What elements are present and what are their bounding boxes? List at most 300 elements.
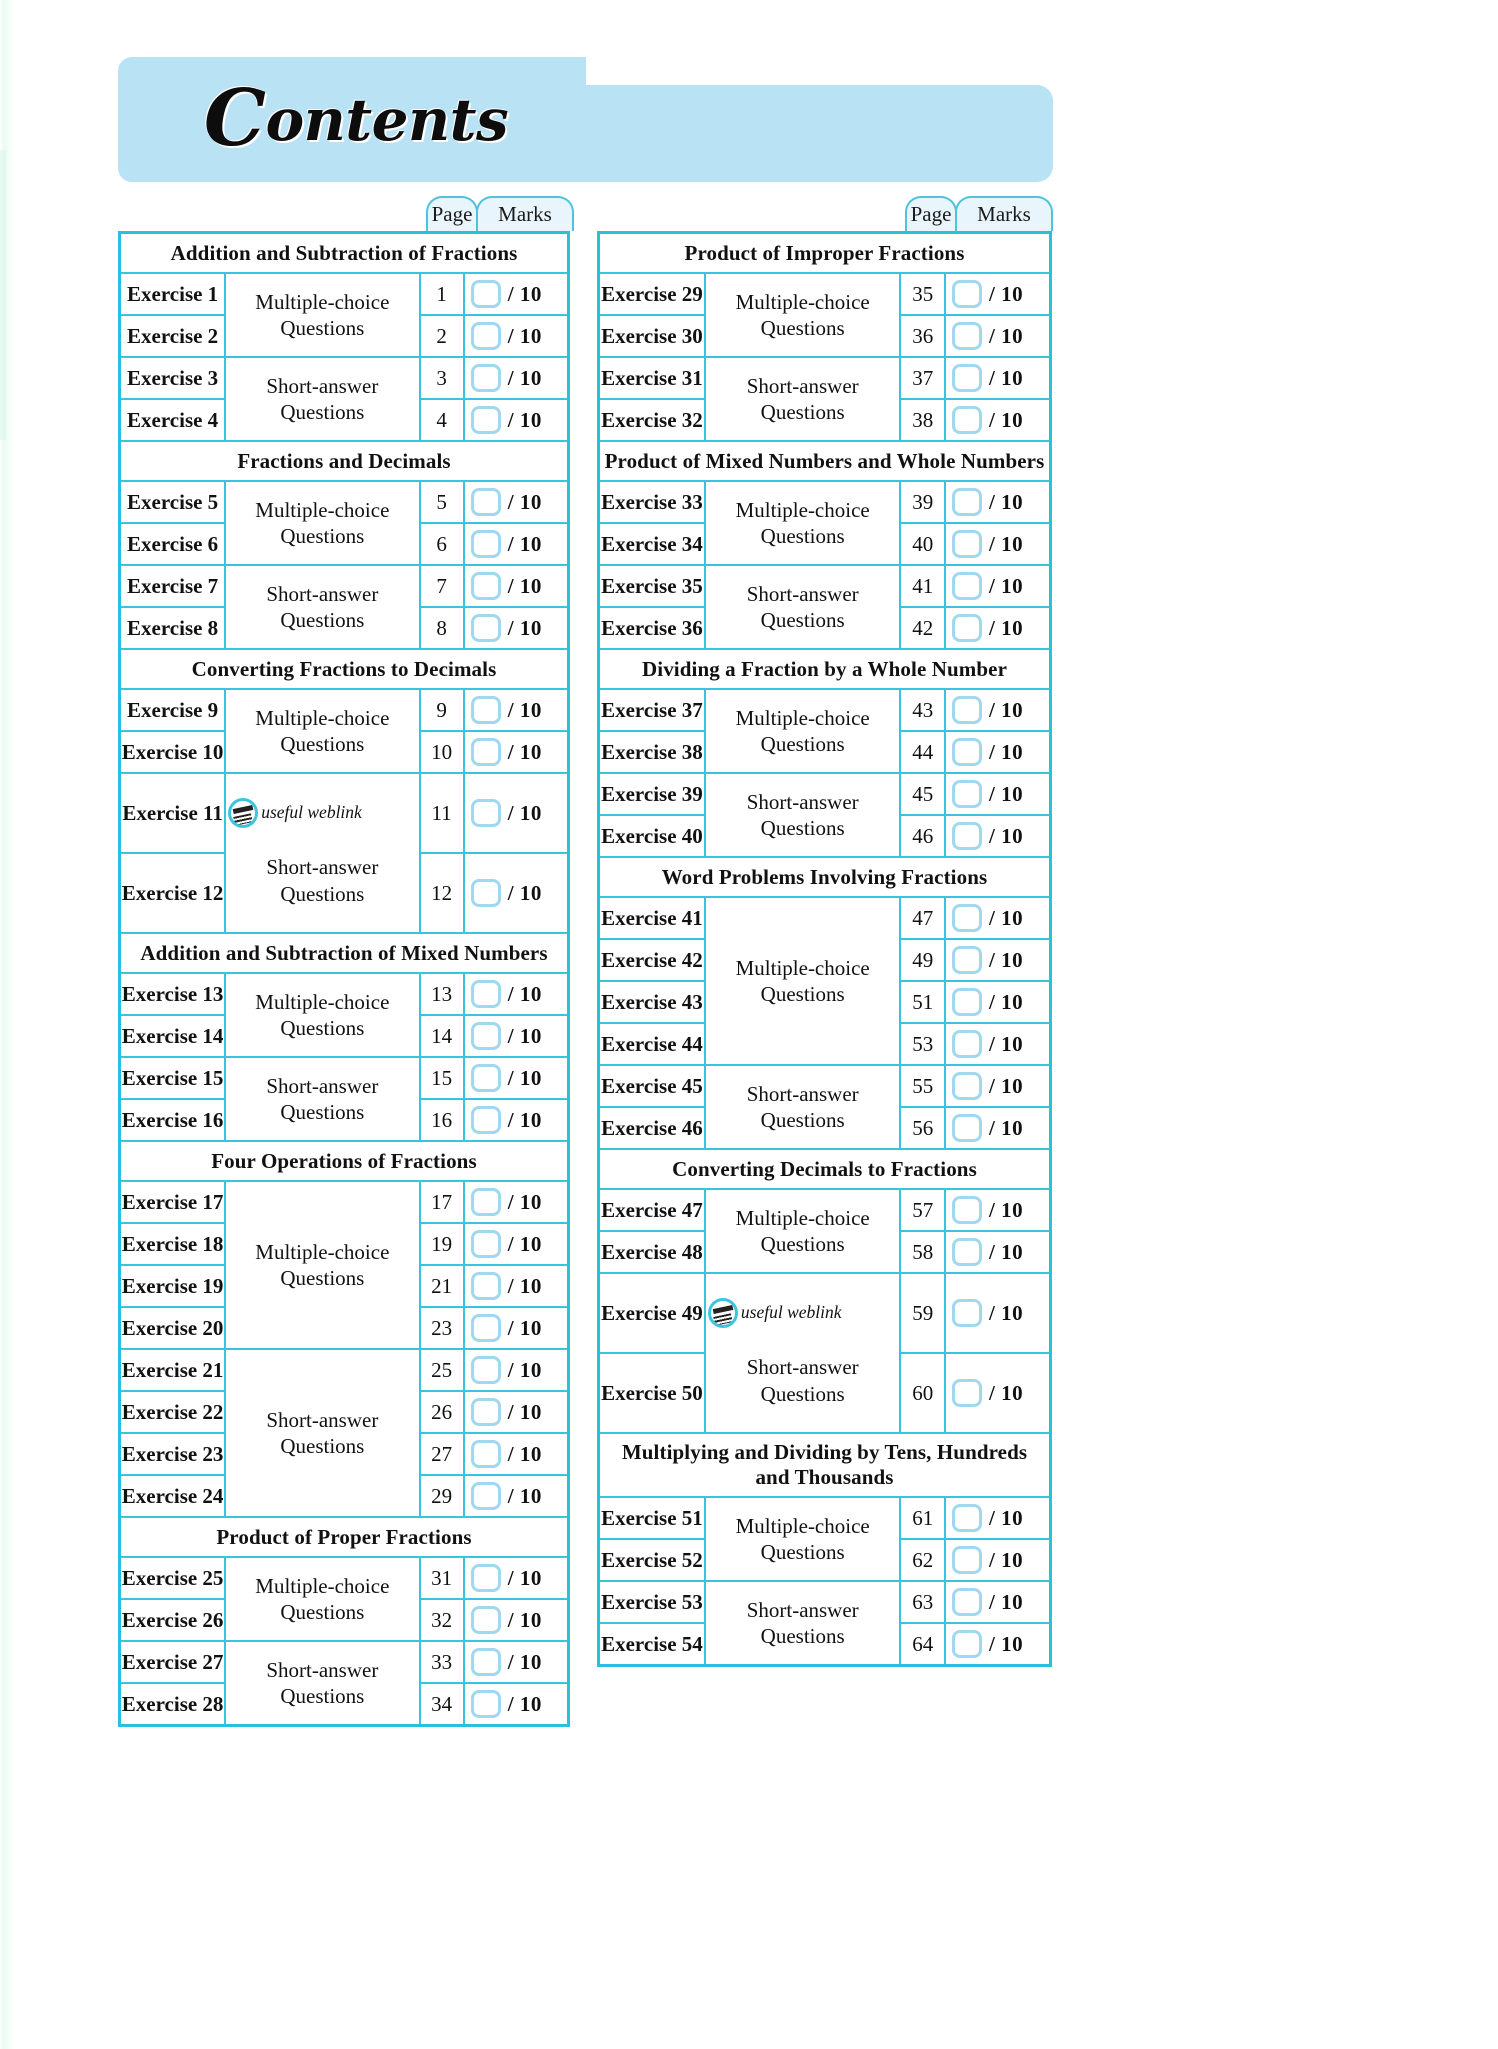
- marks-cell[interactable]: [464, 1015, 569, 1057]
- exercise-label[interactable]: Exercise 47: [599, 1189, 705, 1231]
- marks-cell[interactable]: [464, 689, 569, 731]
- marks-checkbox[interactable]: [471, 572, 501, 600]
- question-type: Multiple-choice Questions: [705, 689, 901, 773]
- marks-total: / 10: [989, 365, 1024, 390]
- marks-total: / 10: [507, 1649, 542, 1674]
- table-row: [120, 1181, 569, 1223]
- marks-total: / 10: [989, 1239, 1024, 1264]
- marks-cell[interactable]: [945, 357, 1050, 399]
- page-title-capital: C: [203, 73, 266, 165]
- section-title: Fractions and Decimals: [120, 441, 569, 481]
- marks-cell[interactable]: [464, 853, 569, 933]
- question-type: Short-answer Questions: [705, 773, 901, 857]
- page-number: 33: [420, 1641, 464, 1683]
- marks-checkbox[interactable]: [471, 1314, 501, 1342]
- marks-checkbox[interactable]: [952, 1546, 982, 1574]
- marks-cell[interactable]: [464, 1599, 569, 1641]
- marks-checkbox[interactable]: [952, 614, 982, 642]
- marks-cell[interactable]: [464, 1349, 569, 1391]
- exercise-label[interactable]: Exercise 21: [120, 1349, 226, 1391]
- exercise-label[interactable]: Exercise 43: [599, 981, 705, 1023]
- page-header-tab-right: Page: [905, 196, 957, 231]
- marks-cell[interactable]: [464, 399, 569, 441]
- page-title-rest: ontents: [265, 85, 509, 154]
- marks-total: / 10: [507, 1065, 542, 1090]
- exercise-label[interactable]: Exercise 6: [120, 523, 226, 565]
- marks-cell[interactable]: [945, 1539, 1050, 1581]
- section-header-row: [120, 1517, 569, 1557]
- globe-weblink-icon[interactable]: [708, 1298, 738, 1328]
- exercise-label[interactable]: Exercise 8: [120, 607, 226, 649]
- page-number: 39: [900, 481, 945, 523]
- exercise-label[interactable]: Exercise 53: [599, 1581, 705, 1623]
- exercise-label[interactable]: Exercise 49: [599, 1273, 705, 1353]
- page-number: 1: [420, 273, 464, 315]
- exercise-label[interactable]: Exercise 27: [120, 1641, 226, 1683]
- table-row: [120, 1641, 569, 1683]
- exercise-label[interactable]: Exercise 42: [599, 939, 705, 981]
- marks-total: / 10: [507, 697, 542, 722]
- page-number: 19: [420, 1223, 464, 1265]
- marks-cell[interactable]: [464, 1307, 569, 1349]
- table-row: [120, 1557, 569, 1599]
- section-title: Converting Decimals to Fractions: [599, 1149, 1051, 1189]
- marks-checkbox[interactable]: [952, 904, 982, 932]
- marks-cell[interactable]: [945, 1023, 1050, 1065]
- marks-cell[interactable]: [945, 731, 1050, 773]
- marks-total: / 10: [507, 573, 542, 598]
- marks-checkbox[interactable]: [471, 406, 501, 434]
- marks-cell[interactable]: [945, 981, 1050, 1023]
- marks-cell[interactable]: [464, 973, 569, 1015]
- marks-cell[interactable]: [945, 815, 1050, 857]
- table-row: [599, 273, 1051, 315]
- page-number: 62: [900, 1539, 945, 1581]
- marks-cell[interactable]: [945, 315, 1050, 357]
- marks-cell[interactable]: [945, 897, 1050, 939]
- exercise-label[interactable]: Exercise 45: [599, 1065, 705, 1107]
- weblink-row[interactable]: [706, 1298, 900, 1328]
- exercise-label[interactable]: Exercise 30: [599, 315, 705, 357]
- marks-total: / 10: [989, 1073, 1024, 1098]
- marks-cell[interactable]: [464, 1223, 569, 1265]
- exercise-label[interactable]: Exercise 33: [599, 481, 705, 523]
- page-number: 61: [900, 1497, 945, 1539]
- marks-checkbox[interactable]: [952, 322, 982, 350]
- page-number: 17: [420, 1181, 464, 1223]
- exercise-label[interactable]: Exercise 16: [120, 1099, 226, 1141]
- marks-checkbox[interactable]: [952, 1072, 982, 1100]
- marks-cell[interactable]: [464, 1391, 569, 1433]
- page-number: 46: [900, 815, 945, 857]
- marks-checkbox[interactable]: [471, 488, 501, 516]
- marks-cell[interactable]: [945, 481, 1050, 523]
- section-header-row: [120, 233, 569, 274]
- marks-checkbox[interactable]: [471, 1356, 501, 1384]
- page-number: 49: [900, 939, 945, 981]
- page-number: 44: [900, 731, 945, 773]
- exercise-label[interactable]: Exercise 37: [599, 689, 705, 731]
- question-type: Multiple-choice Questions: [225, 481, 419, 565]
- exercise-label[interactable]: Exercise 15: [120, 1057, 226, 1099]
- section-title: Addition and Subtraction of Mixed Numbers: [120, 933, 569, 973]
- table-row: [599, 1189, 1051, 1231]
- weblink-row[interactable]: [226, 798, 418, 828]
- marks-checkbox[interactable]: [471, 799, 501, 827]
- exercise-label[interactable]: Exercise 31: [599, 357, 705, 399]
- marks-total: / 10: [507, 1691, 542, 1716]
- marks-total: / 10: [507, 365, 542, 390]
- table-row: [120, 481, 569, 523]
- marks-cell[interactable]: [464, 1683, 569, 1726]
- marks-checkbox[interactable]: [952, 1299, 982, 1327]
- exercise-label[interactable]: Exercise 35: [599, 565, 705, 607]
- section-header-row: [120, 441, 569, 481]
- marks-total: / 10: [989, 281, 1024, 306]
- marks-checkbox[interactable]: [471, 1106, 501, 1134]
- marks-total: / 10: [989, 989, 1024, 1014]
- marks-total: / 10: [989, 323, 1024, 348]
- page-number: 9: [420, 689, 464, 731]
- marks-checkbox[interactable]: [471, 280, 501, 308]
- question-type: Short-answer Questions: [705, 1581, 901, 1666]
- exercise-label[interactable]: Exercise 10: [120, 731, 226, 773]
- table-row: [599, 357, 1051, 399]
- section-title: Word Problems Involving Fractions: [599, 857, 1051, 897]
- marks-checkbox[interactable]: [952, 530, 982, 558]
- marks-cell[interactable]: [945, 1353, 1050, 1433]
- marks-checkbox[interactable]: [471, 1188, 501, 1216]
- table-row: [599, 1065, 1051, 1107]
- marks-checkbox[interactable]: [471, 322, 501, 350]
- marks-total: / 10: [507, 739, 542, 764]
- marks-cell[interactable]: [945, 523, 1050, 565]
- page-number: 7: [420, 565, 464, 607]
- exercise-label[interactable]: Exercise 18: [120, 1223, 226, 1265]
- marks-checkbox[interactable]: [952, 822, 982, 850]
- weblink-label[interactable]: useful weblink: [261, 802, 362, 823]
- question-type-text: Short-answer Questions: [746, 1354, 859, 1406]
- marks-checkbox[interactable]: [471, 1690, 501, 1718]
- marks-checkbox[interactable]: [471, 696, 501, 724]
- table-row: [599, 1273, 1051, 1353]
- exercise-label[interactable]: Exercise 4: [120, 399, 226, 441]
- marks-total: / 10: [989, 739, 1024, 764]
- marks-checkbox[interactable]: [952, 946, 982, 974]
- marks-cell[interactable]: [464, 1641, 569, 1683]
- marks-total: / 10: [507, 1231, 542, 1256]
- exercise-label[interactable]: Exercise 28: [120, 1683, 226, 1726]
- section-title: Dividing a Fraction by a Whole Number: [599, 649, 1051, 689]
- question-type: [705, 1273, 901, 1433]
- exercise-label[interactable]: Exercise 34: [599, 523, 705, 565]
- marks-checkbox[interactable]: [952, 1030, 982, 1058]
- table-row: [120, 357, 569, 399]
- marks-cell[interactable]: [464, 1057, 569, 1099]
- table-row: [599, 481, 1051, 523]
- marks-checkbox[interactable]: [471, 364, 501, 392]
- marks-cell[interactable]: [464, 1475, 569, 1517]
- question-type: Short-answer Questions: [705, 1065, 901, 1149]
- exercise-label[interactable]: Exercise 48: [599, 1231, 705, 1273]
- marks-checkbox[interactable]: [952, 280, 982, 308]
- marks-cell[interactable]: [945, 773, 1050, 815]
- marks-cell[interactable]: [945, 1065, 1050, 1107]
- exercise-label[interactable]: Exercise 50: [599, 1353, 705, 1433]
- question-type: Short-answer Questions: [225, 565, 419, 649]
- page-number: 15: [420, 1057, 464, 1099]
- page-number: 51: [900, 981, 945, 1023]
- table-row: [599, 689, 1051, 731]
- section-header-row: [599, 233, 1051, 274]
- exercise-label[interactable]: Exercise 7: [120, 565, 226, 607]
- table-row: [120, 273, 569, 315]
- page-number: 64: [900, 1623, 945, 1666]
- marks-checkbox[interactable]: [471, 1440, 501, 1468]
- marks-cell[interactable]: [945, 939, 1050, 981]
- exercise-label[interactable]: Exercise 17: [120, 1181, 226, 1223]
- marks-checkbox[interactable]: [952, 1238, 982, 1266]
- marks-cell[interactable]: [945, 1497, 1050, 1539]
- marks-cell[interactable]: [464, 1433, 569, 1475]
- exercise-label[interactable]: Exercise 44: [599, 1023, 705, 1065]
- marks-cell[interactable]: [464, 273, 569, 315]
- page-number: 37: [900, 357, 945, 399]
- marks-total: / 10: [507, 1107, 542, 1132]
- page-number: 13: [420, 973, 464, 1015]
- marks-total: / 10: [989, 407, 1024, 432]
- marks-total: / 10: [507, 800, 542, 825]
- globe-weblink-icon[interactable]: [228, 798, 258, 828]
- question-type: Short-answer Questions: [225, 1057, 419, 1141]
- section-title: Addition and Subtraction of Fractions: [120, 233, 569, 274]
- marks-total: / 10: [507, 1399, 542, 1424]
- marks-cell[interactable]: [945, 1581, 1050, 1623]
- weblink-label[interactable]: useful weblink: [740, 1302, 842, 1323]
- marks-checkbox[interactable]: [952, 406, 982, 434]
- exercise-label[interactable]: Exercise 54: [599, 1623, 705, 1666]
- page-number: 23: [420, 1307, 464, 1349]
- table-row: [120, 565, 569, 607]
- exercise-label[interactable]: Exercise 39: [599, 773, 705, 815]
- marks-cell[interactable]: [945, 1231, 1050, 1273]
- section-title: Product of Proper Fractions: [120, 1517, 569, 1557]
- marks-cell[interactable]: [464, 315, 569, 357]
- marks-cell[interactable]: [464, 481, 569, 523]
- exercise-label[interactable]: Exercise 38: [599, 731, 705, 773]
- exercise-label[interactable]: Exercise 1: [120, 273, 226, 315]
- marks-checkbox[interactable]: [471, 614, 501, 642]
- marks-checkbox[interactable]: [471, 1606, 501, 1634]
- banner-extension: [578, 85, 1053, 182]
- marks-total: / 10: [989, 1300, 1024, 1325]
- marks-total: / 10: [507, 1483, 542, 1508]
- exercise-label[interactable]: Exercise 36: [599, 607, 705, 649]
- marks-total: / 10: [507, 1023, 542, 1048]
- question-type: [225, 773, 419, 933]
- page-number: 10: [420, 731, 464, 773]
- marks-checkbox[interactable]: [471, 738, 501, 766]
- exercise-label[interactable]: Exercise 26: [120, 1599, 226, 1641]
- marks-checkbox[interactable]: [952, 696, 982, 724]
- marks-total: / 10: [507, 1441, 542, 1466]
- marks-cell[interactable]: [464, 1557, 569, 1599]
- page-title: [118, 57, 586, 182]
- marks-checkbox[interactable]: [952, 1379, 982, 1407]
- marks-checkbox[interactable]: [471, 1272, 501, 1300]
- exercise-label[interactable]: Exercise 19: [120, 1265, 226, 1307]
- marks-cell[interactable]: [464, 565, 569, 607]
- exercise-label[interactable]: Exercise 9: [120, 689, 226, 731]
- section-title: Four Operations of Fractions: [120, 1141, 569, 1181]
- marks-total: / 10: [989, 1031, 1024, 1056]
- toc-table-right: [597, 231, 1052, 1667]
- marks-checkbox[interactable]: [952, 364, 982, 392]
- section-title: Converting Fractions to Decimals: [120, 649, 569, 689]
- marks-checkbox[interactable]: [952, 1114, 982, 1142]
- question-type: Short-answer Questions: [225, 357, 419, 441]
- marks-cell[interactable]: [464, 773, 569, 853]
- marks-cell[interactable]: [464, 1265, 569, 1307]
- page-number: 6: [420, 523, 464, 565]
- marks-cell[interactable]: [945, 1107, 1050, 1149]
- marks-checkbox[interactable]: [471, 1648, 501, 1676]
- marks-checkbox[interactable]: [952, 488, 982, 516]
- marks-cell[interactable]: [464, 607, 569, 649]
- table-row: [120, 689, 569, 731]
- marks-cell[interactable]: [464, 357, 569, 399]
- section-header-row: [599, 1433, 1051, 1497]
- marks-cell[interactable]: [464, 523, 569, 565]
- marks-checkbox[interactable]: [952, 1504, 982, 1532]
- marks-cell[interactable]: [945, 1273, 1050, 1353]
- marks-checkbox[interactable]: [952, 780, 982, 808]
- exercise-label[interactable]: Exercise 41: [599, 897, 705, 939]
- exercise-label[interactable]: Exercise 14: [120, 1015, 226, 1057]
- section-title: Multiplying and Dividing by Tens, Hundreds and Thousands: [599, 1433, 1051, 1497]
- marks-checkbox[interactable]: [471, 1564, 501, 1592]
- exercise-label[interactable]: Exercise 22: [120, 1391, 226, 1433]
- marks-cell[interactable]: [464, 1181, 569, 1223]
- exercise-label[interactable]: Exercise 3: [120, 357, 226, 399]
- page-number: 34: [420, 1683, 464, 1726]
- marks-cell[interactable]: [464, 731, 569, 773]
- page-number: 56: [900, 1107, 945, 1149]
- page-number: 38: [900, 399, 945, 441]
- exercise-label[interactable]: Exercise 32: [599, 399, 705, 441]
- marks-total: / 10: [507, 1565, 542, 1590]
- marks-total: / 10: [989, 489, 1024, 514]
- marks-checkbox[interactable]: [952, 988, 982, 1016]
- marks-checkbox[interactable]: [471, 530, 501, 558]
- marks-checkbox[interactable]: [952, 1196, 982, 1224]
- exercise-label[interactable]: Exercise 2: [120, 315, 226, 357]
- marks-checkbox[interactable]: [471, 980, 501, 1008]
- exercise-label[interactable]: Exercise 23: [120, 1433, 226, 1475]
- page-number: 11: [420, 773, 464, 853]
- marks-total: / 10: [989, 1589, 1024, 1614]
- page-number: 53: [900, 1023, 945, 1065]
- marks-checkbox[interactable]: [471, 1398, 501, 1426]
- page-number: 47: [900, 897, 945, 939]
- page-number: 36: [900, 315, 945, 357]
- question-type: Multiple-choice Questions: [225, 1557, 419, 1641]
- marks-cell[interactable]: [945, 1189, 1050, 1231]
- marks-total: / 10: [989, 697, 1024, 722]
- exercise-label[interactable]: Exercise 51: [599, 1497, 705, 1539]
- page-number: 32: [420, 1599, 464, 1641]
- page-number: 27: [420, 1433, 464, 1475]
- marks-total: / 10: [989, 905, 1024, 930]
- marks-checkbox[interactable]: [471, 1230, 501, 1258]
- exercise-label[interactable]: Exercise 5: [120, 481, 226, 523]
- marks-checkbox[interactable]: [952, 1588, 982, 1616]
- exercise-label[interactable]: Exercise 20: [120, 1307, 226, 1349]
- page-number: 59: [900, 1273, 945, 1353]
- question-type: Short-answer Questions: [225, 1641, 419, 1726]
- marks-total: / 10: [507, 1189, 542, 1214]
- question-type: Short-answer Questions: [225, 1349, 419, 1517]
- page-number: 26: [420, 1391, 464, 1433]
- exercise-label[interactable]: Exercise 11: [120, 773, 226, 853]
- marks-total: / 10: [989, 1505, 1024, 1530]
- marks-checkbox[interactable]: [952, 572, 982, 600]
- left-column: [118, 196, 570, 1727]
- marks-total: / 10: [989, 1115, 1024, 1140]
- exercise-label[interactable]: Exercise 24: [120, 1475, 226, 1517]
- question-type: Multiple-choice Questions: [225, 1181, 419, 1349]
- section-header-row: [599, 649, 1051, 689]
- marks-checkbox[interactable]: [471, 1482, 501, 1510]
- table-row: [599, 897, 1051, 939]
- exercise-label[interactable]: Exercise 13: [120, 973, 226, 1015]
- marks-checkbox[interactable]: [471, 879, 501, 907]
- exercise-label[interactable]: Exercise 12: [120, 853, 226, 933]
- page-number: 58: [900, 1231, 945, 1273]
- exercise-label[interactable]: Exercise 25: [120, 1557, 226, 1599]
- marks-total: / 10: [989, 781, 1024, 806]
- exercise-label[interactable]: Exercise 40: [599, 815, 705, 857]
- left-tab-row: [118, 196, 570, 231]
- marks-total: / 10: [507, 489, 542, 514]
- page-number: 5: [420, 481, 464, 523]
- page-number: 41: [900, 565, 945, 607]
- marks-cell[interactable]: [945, 607, 1050, 649]
- marks-header-tab-right: Marks: [955, 196, 1053, 231]
- exercise-label[interactable]: Exercise 46: [599, 1107, 705, 1149]
- marks-header-tab-left: Marks: [476, 196, 574, 231]
- section-header-row: [599, 1149, 1051, 1189]
- marks-cell[interactable]: [945, 273, 1050, 315]
- page-number: 55: [900, 1065, 945, 1107]
- marks-checkbox[interactable]: [471, 1064, 501, 1092]
- marks-cell[interactable]: [464, 1099, 569, 1141]
- marks-total: / 10: [507, 407, 542, 432]
- exercise-label[interactable]: Exercise 29: [599, 273, 705, 315]
- marks-checkbox[interactable]: [471, 1022, 501, 1050]
- page-number: 14: [420, 1015, 464, 1057]
- marks-cell[interactable]: [945, 689, 1050, 731]
- question-type: Multiple-choice Questions: [705, 481, 901, 565]
- marks-cell[interactable]: [945, 399, 1050, 441]
- page-number: 31: [420, 1557, 464, 1599]
- marks-cell[interactable]: [945, 565, 1050, 607]
- toc-table-left: [118, 231, 570, 1727]
- exercise-label[interactable]: Exercise 52: [599, 1539, 705, 1581]
- marks-checkbox[interactable]: [952, 738, 982, 766]
- marks-cell[interactable]: [945, 1623, 1050, 1666]
- marks-checkbox[interactable]: [952, 1630, 982, 1658]
